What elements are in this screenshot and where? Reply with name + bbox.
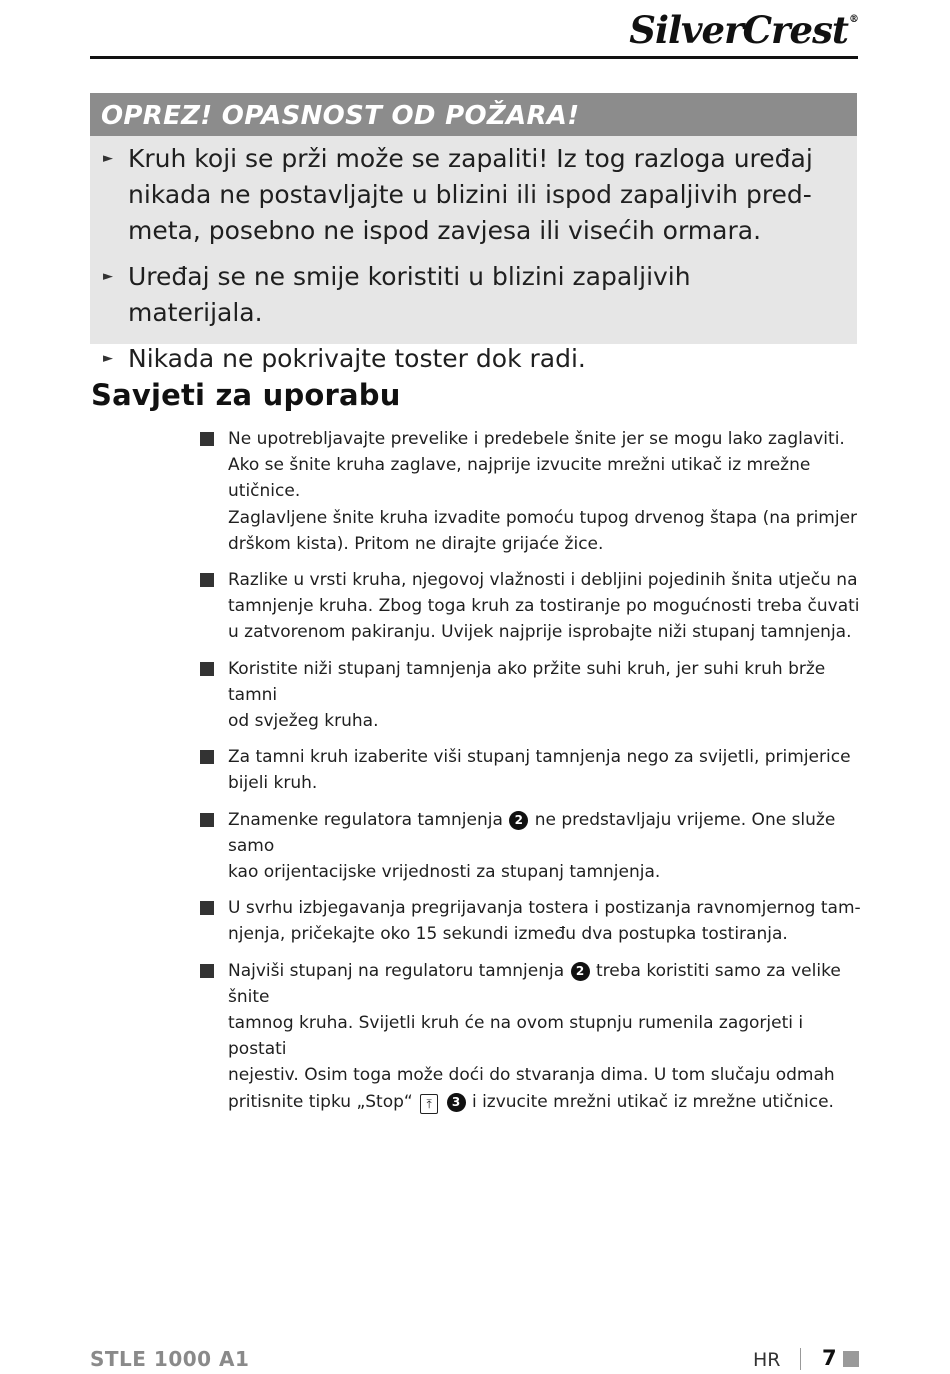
number-3-icon: 3 xyxy=(447,1093,466,1112)
tip-line: Ako se šnite kruha zaglave, najprije izvucite mrežni utikač iz mrežne utičnice. xyxy=(228,455,811,502)
tip-text: Znamenke regulatora tamnjenja xyxy=(228,809,503,830)
tip-text: i izvucite mrežni utikač iz mrežne utičnice. xyxy=(471,1091,834,1112)
tip-text: treba koristiti samo za velike šnite xyxy=(228,960,841,1007)
warning-item xyxy=(90,259,857,331)
tips-list xyxy=(198,426,863,1125)
warning-list xyxy=(90,141,857,377)
tip-line: tamnjenje kruha. Zbog toga kruh za tostiranje po mogućnosti treba čuvati xyxy=(228,596,860,617)
tip-item xyxy=(198,895,863,947)
warning-title: OPREZ! OPASNOST OD POŽARA! xyxy=(90,93,857,136)
arrow-bullet-icon: ► xyxy=(103,351,113,366)
square-bullet-icon xyxy=(200,573,214,587)
footer-divider xyxy=(800,1348,801,1370)
warning-item xyxy=(90,341,857,377)
tip-line xyxy=(228,958,863,1010)
tip-item xyxy=(198,807,863,886)
tip-line xyxy=(228,1089,863,1115)
tip-item xyxy=(198,656,863,735)
fire-warning-box xyxy=(90,93,857,373)
number-2-icon: 2 xyxy=(571,962,590,981)
square-bullet-icon xyxy=(200,901,214,915)
brand-text: SilverCrest xyxy=(629,8,848,52)
tip-line: U svrhu izbjegavanja pregrijavanja tostera i postizanja ravnomjernog tam- xyxy=(228,898,861,919)
tip-line: Za tamni kruh izaberite viši stupanj tamnjenja nego za svijetli, primjerice xyxy=(228,747,851,768)
arrow-bullet-icon: ► xyxy=(103,151,113,166)
footer-model: STLE 1000 A1 xyxy=(90,1347,250,1371)
tip-line: Razlike u vrsti kruha, njegovoj vlažnosti i debljini pojedinih šnita utječu na xyxy=(228,570,858,591)
section-title: Savjeti za uporabu xyxy=(91,378,401,412)
tip-line: od svježeg kruha. xyxy=(228,711,379,732)
header-rule xyxy=(90,56,858,59)
warning-line: Kruh koji se prži može se zapaliti! Iz tog razloga uređaj xyxy=(128,144,813,173)
warning-line: nikada ne postavljajte u blizini ili ispod zapaljivih pred- xyxy=(128,180,812,209)
tip-line: bijeli kruh. xyxy=(228,773,318,794)
arrow-bullet-icon: ► xyxy=(103,269,113,284)
tip-line: u zatvorenom pakiranju. Uvijek najprije isprobajte niži stupanj tamnjenja. xyxy=(228,622,852,643)
tip-line xyxy=(228,807,863,859)
tip-line: drškom kista). Pritom ne dirajte grijaće žice. xyxy=(228,533,604,554)
tip-item xyxy=(198,958,863,1115)
tip-item xyxy=(198,744,863,796)
tip-item xyxy=(198,426,863,557)
warning-line: Uređaj se ne smije koristiti u blizini zapaljivih materijala. xyxy=(128,262,691,327)
warning-line: Nikada ne pokrivajte toster dok radi. xyxy=(128,344,586,373)
warning-item xyxy=(90,141,857,249)
tip-line: tamnog kruha. Svijetli kruh će na ovom stupnju rumenila zagorjeti i postati xyxy=(228,1013,804,1060)
stop-button-icon: ⤒ xyxy=(420,1094,438,1114)
tip-line: nejestiv. Osim toga može doći do stvaranja dima. U tom slučaju odmah xyxy=(228,1065,835,1086)
tip-line: kao orijentacijske vrijednosti za stupanj tamnjenja. xyxy=(228,862,661,883)
square-bullet-icon xyxy=(200,750,214,764)
tip-line: Koristite niži stupanj tamnjenja ako pržite suhi kruh, jer suhi kruh brže tamni xyxy=(228,658,826,705)
tip-text: ne predstavljaju vrijeme. One služe samo xyxy=(228,809,836,856)
registered-mark: ® xyxy=(849,14,858,25)
footer-square-icon xyxy=(843,1351,859,1367)
number-2-icon: 2 xyxy=(509,811,528,830)
tip-line: njenja, pričekajte oko 15 sekundi između dva postupka tostiranja. xyxy=(228,924,788,945)
tip-text: Najviši stupanj na regulatoru tamnjenja xyxy=(228,960,565,981)
warning-line: meta, posebno ne ispod zavjesa ili visećih ormara. xyxy=(128,216,762,245)
silvercrest-logo xyxy=(629,8,858,52)
tip-text: pritisnite tipku „Stop“ xyxy=(228,1091,413,1112)
square-bullet-icon xyxy=(200,964,214,978)
tip-item xyxy=(198,567,863,646)
square-bullet-icon xyxy=(200,813,214,827)
square-bullet-icon xyxy=(200,662,214,676)
page-number: 7 xyxy=(822,1346,837,1370)
footer-language: HR xyxy=(753,1349,781,1371)
tip-line: Ne upotrebljavajte prevelike i predebele šnite jer se mogu lako zaglaviti. xyxy=(228,429,845,449)
square-bullet-icon xyxy=(200,432,214,446)
tip-line: Zaglavljene šnite kruha izvadite pomoću tupog drvenog štapa (na primjer xyxy=(228,507,858,528)
